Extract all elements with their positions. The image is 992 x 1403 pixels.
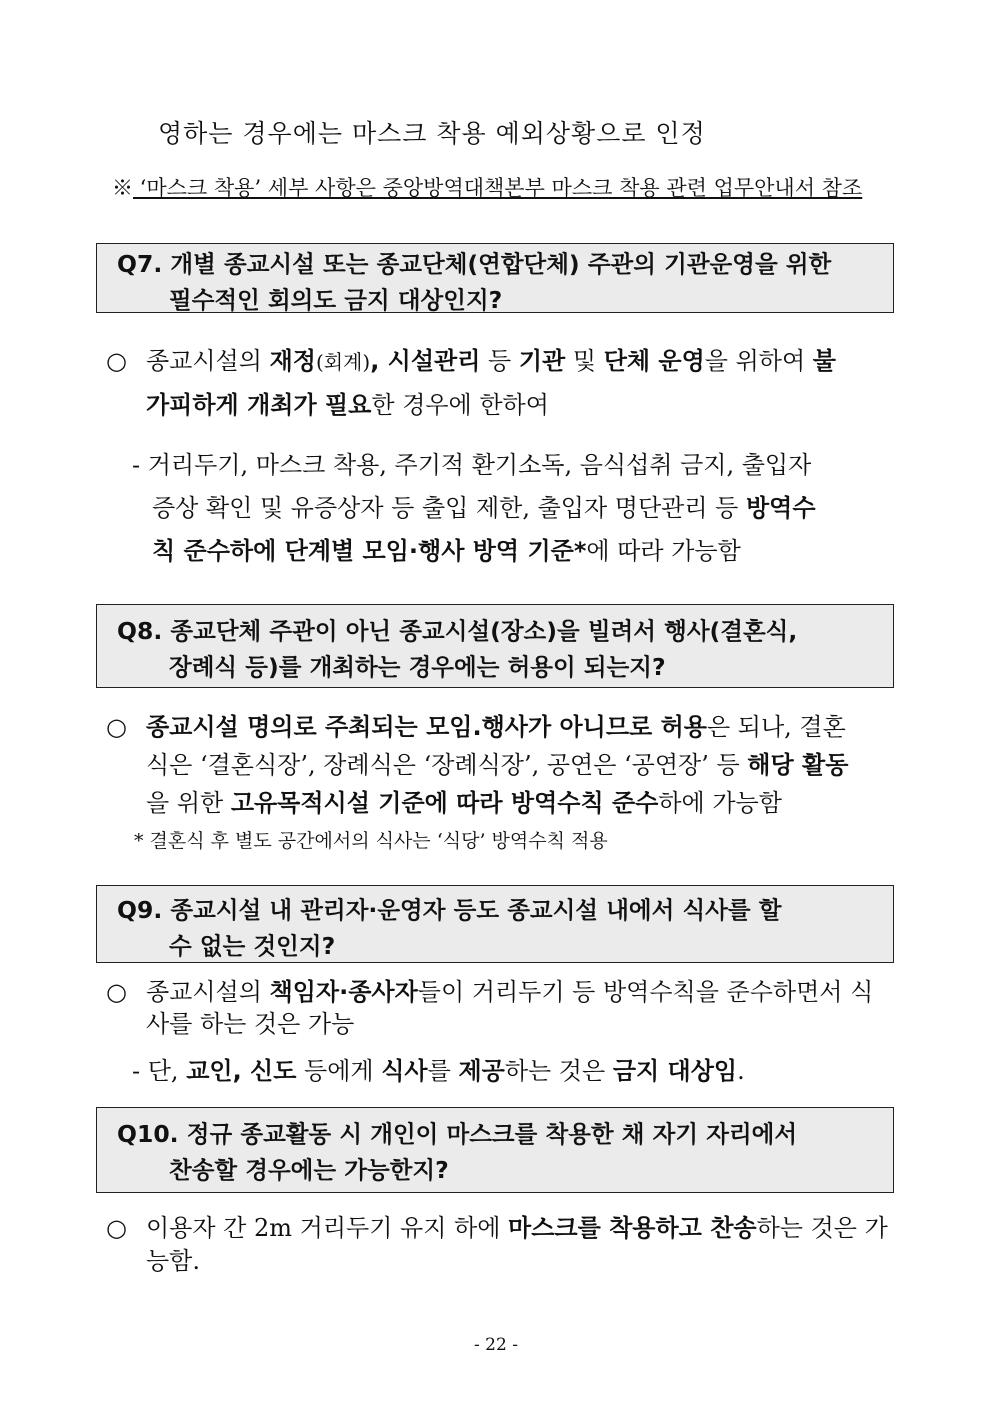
q7-line1: Q7. 개별 종교시설 또는 종교단체(연합단체) 주관의 기관운영을 위한 — [117, 250, 832, 278]
emph: 교인, 신도 — [186, 1057, 297, 1085]
bullet-dash: - — [132, 451, 141, 479]
answer-q8-line3 — [106, 784, 898, 822]
answer-q9 — [106, 976, 898, 1040]
question-box-q10 — [96, 1107, 894, 1193]
detail-line2 — [132, 487, 898, 530]
question-box-q8 — [96, 604, 894, 688]
detail-line3 — [132, 530, 898, 573]
text: 종교시설의 — [146, 347, 270, 375]
reference-note — [112, 172, 862, 202]
text: 등에게 — [296, 1057, 382, 1085]
text: 를 — [427, 1057, 459, 1085]
emph: 식사 — [381, 1057, 428, 1085]
text: 이용자 간 2m 거리두기 유지 하에 — [146, 1214, 509, 1242]
emph: 시설관리 — [387, 347, 481, 375]
q10-line1: Q10. 정규 종교활동 시 개인이 마스크를 착용한 채 자기 자리에서 — [117, 1120, 798, 1148]
note-mark: ※ — [112, 176, 133, 200]
emph: 방역수 — [745, 494, 816, 522]
q10-line2: 찬송할 경우에는 가능한지? — [169, 1156, 449, 1184]
detail-q9 — [132, 1050, 898, 1093]
text: . — [737, 1057, 745, 1085]
text: 을 위하여 — [704, 347, 813, 375]
text: (회계) — [315, 350, 371, 374]
answer-q8-line2 — [106, 746, 898, 784]
text: 에 따라 가능함 — [586, 537, 741, 565]
emph: 고유목적시설 기준에 따라 방역수칙 준수 — [230, 789, 659, 817]
bullet-circle: ○ — [106, 1214, 127, 1242]
text: 한 경우에 한하여 — [371, 391, 549, 419]
q9-line2: 수 없는 것인지? — [169, 932, 336, 960]
detail-line1: 거리두기, 마스크 착용, 주기적 환기소독, 음식섭취 금지, 출입자 — [147, 451, 812, 479]
continued-line: 영하는 경우에는 마스크 착용 예외상황으로 인정 — [158, 119, 706, 148]
emph: 가피하게 개최가 필요 — [146, 391, 372, 419]
text: 단, — [147, 1057, 187, 1085]
answer-q9-line2: 사를 하는 것은 가능 — [146, 1010, 355, 1038]
emph: 단체 운영 — [603, 347, 705, 375]
question-box-q7 — [96, 243, 894, 313]
text: 및 — [565, 347, 604, 375]
emph: , — [370, 347, 388, 375]
text: 하는 것은 — [504, 1057, 613, 1085]
emph: 재정 — [269, 347, 316, 375]
text: 등 — [480, 347, 519, 375]
bullet-circle: ○ — [106, 347, 127, 375]
q8-line2: 장례식 등)를 개최하는 경우에는 허용이 되는지? — [169, 653, 666, 681]
text: 하는 것은 가 — [756, 1214, 888, 1242]
emph: 기관 — [518, 347, 566, 375]
note-text: ‘마스크 착용’ 세부 사항은 중앙방역대책본부 마스크 착용 관련 업무안내서 참조 — [133, 176, 863, 200]
bullet-dash: - — [132, 1057, 141, 1085]
answer-q7 — [106, 340, 898, 427]
emph: 마스크를 착용하고 찬송 — [508, 1214, 757, 1242]
answer-q8 — [106, 708, 898, 822]
bullet-circle: ○ — [106, 978, 127, 1006]
answer-q10 — [106, 1212, 898, 1278]
emph: 종교시설 명의로 주최되는 모임.행사가 아니므로 허용 — [146, 713, 707, 741]
text: 들이 거리두기 등 방역수칙을 준수하면서 식 — [417, 978, 874, 1006]
emph: 칙 준수하에 단계별 모임·행사 방역 기준* — [152, 537, 587, 565]
footnote-q8: * 결혼식 후 별도 공간에서의 식사는 ‘식당’ 방역수칙 적용 — [134, 830, 608, 852]
emph: 책임자·종사자 — [269, 978, 418, 1006]
answer-q7-line2 — [106, 384, 898, 427]
emph: 해당 활동 — [747, 751, 849, 779]
text: 증상 확인 및 유증상자 등 출입 제한, 출입자 명단관리 등 — [152, 494, 746, 522]
bullet-circle: ○ — [106, 713, 127, 741]
text: 식은 ‘결혼식장’, 장례식은 ‘장례식장’, 공연은 ‘공연장’ 등 — [146, 751, 748, 779]
q7-line2: 필수적인 회의도 금지 대상인지? — [169, 286, 503, 314]
text: 은 되나, 결혼 — [706, 713, 846, 741]
q8-line1: Q8. 종교단체 주관이 아닌 종교시설(장소)을 빌려서 행사(결혼식, — [117, 617, 798, 645]
answer-q10-line2: 능함. — [146, 1247, 200, 1275]
emph: 불 — [812, 347, 836, 375]
question-box-q9 — [96, 885, 894, 963]
text: 하에 가능함 — [658, 789, 782, 817]
emph: 금지 대상임 — [612, 1057, 738, 1085]
page-number: - 22 - — [474, 1335, 518, 1355]
emph: 제공 — [458, 1057, 505, 1085]
text: 을 위한 — [146, 789, 231, 817]
text: 종교시설의 — [146, 978, 270, 1006]
detail-q7 — [132, 444, 898, 573]
q9-line1: Q9. 종교시설 내 관리자·운영자 등도 종교시설 내에서 식사를 할 — [117, 896, 782, 924]
